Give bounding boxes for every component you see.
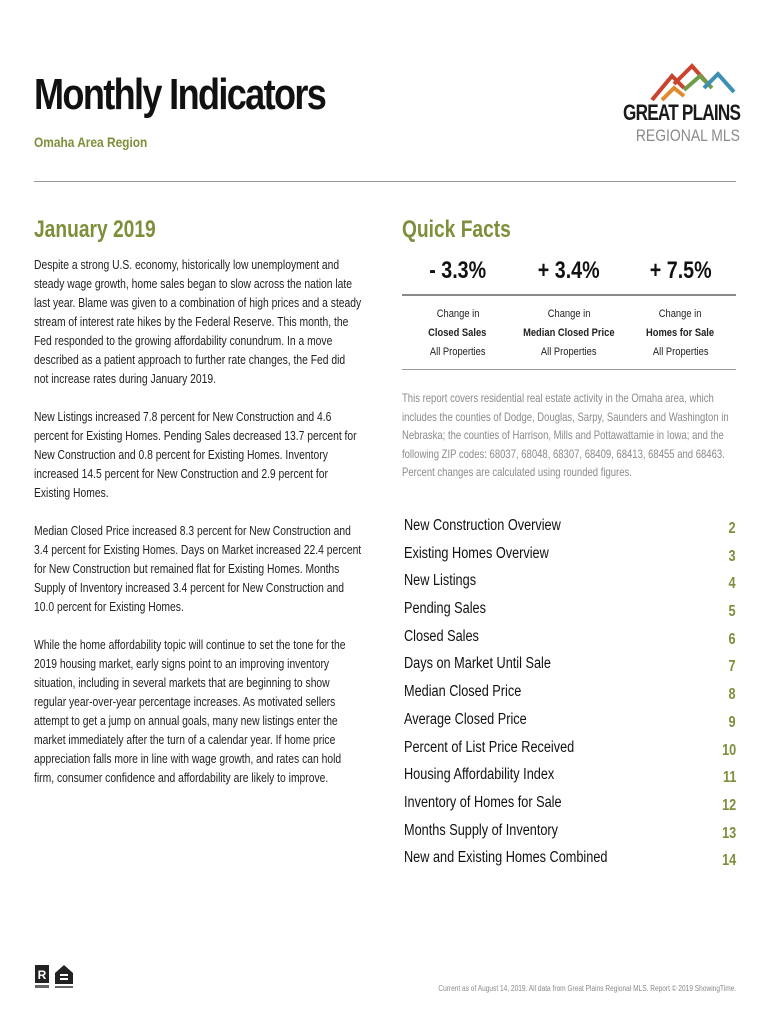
quick-fact-metric: Closed Sales [428, 327, 487, 339]
quick-fact-scope: All Properties [429, 346, 486, 358]
toc-item-page: 11 [722, 769, 736, 787]
toc-item[interactable] [404, 542, 736, 570]
quick-fact-label-group [625, 304, 736, 361]
footer-note: Current as of August 14, 2019. All data from Great Plains Regional MLS. Report © 2019 ShowingTime. [438, 984, 736, 993]
quick-fact-closed-sales [402, 254, 513, 288]
toc-item[interactable] [404, 625, 736, 653]
toc-item-label: Median Closed Price [404, 683, 522, 701]
toc-item-label: Percent of List Price Received [404, 738, 575, 756]
toc-item-page: 13 [721, 824, 736, 842]
great-plains-logo [620, 62, 740, 152]
quick-fact-homes-for-sale [625, 254, 736, 288]
toc-item-page: 8 [728, 686, 736, 704]
toc-item-label: New and Existing Homes Combined [404, 849, 608, 867]
toc-item-label: Months Supply of Inventory [404, 821, 559, 839]
quick-fact-metric: Homes for Sale [646, 327, 715, 339]
toc-item[interactable] [404, 791, 736, 819]
region-subtitle: Omaha Area Region [34, 134, 148, 150]
report-body [34, 256, 362, 807]
quick-fact-value: - 3.3% [429, 257, 487, 284]
toc-item-label: Days on Market Until Sale [404, 655, 551, 673]
quick-fact-label-group [513, 304, 624, 361]
toc-item-label: New Construction Overview [404, 517, 561, 534]
quick-facts-divider [402, 294, 736, 296]
toc-item-page: 5 [728, 603, 736, 621]
svg-text:R: R [37, 968, 47, 982]
logo-subtitle: REGIONAL MLS [635, 126, 740, 145]
toc-item-page: 10 [721, 741, 736, 759]
toc-item[interactable] [404, 736, 736, 764]
quick-fact-value: + 7.5% [649, 257, 712, 284]
toc-item-page: 12 [721, 796, 736, 814]
report-paragraph: Despite a strong U.S. economy, historically low unemployment and steady wage growth, home sales began to slow across the nation late last year. Blame was given to a combination of high prices and a steady stream of interest rate hikes by the Federal Reserve. This month, the Fed responded to the growing affordability conundrum. In a move described as a patient approach to further rate changes, the Fed did not increase rates during January 2019. [34, 258, 362, 386]
quick-facts-values [402, 254, 736, 288]
quick-fact-scope: All Properties [652, 346, 709, 358]
toc-item[interactable] [404, 680, 736, 708]
quick-fact-metric: Median Closed Price [523, 327, 615, 339]
toc-item-label: Existing Homes Overview [404, 544, 549, 562]
quick-fact-label: Change in [436, 308, 479, 320]
toc-item-page: 4 [728, 575, 736, 593]
toc-item-label: Inventory of Homes for Sale [404, 793, 562, 811]
quick-fact-label: Change in [547, 308, 591, 320]
report-paragraph: While the home affordability topic will continue to set the tone for the 2019 housing market, early signs point to an improving inventory situation, including in several markets that are beginning to show regular year-over-year percentage increases. As motivated sellers attempt to get a jump on annual goals, many new listings enter the market immediately after the turn of a calendar year. If home price appreciation falls more in line with wage growth, and rates can hold firm, consumer confidence and affordability are likely to improve. [34, 638, 346, 785]
toc-item[interactable] [404, 819, 736, 847]
toc-item-label: Closed Sales [404, 627, 479, 645]
toc-item-page: 14 [721, 852, 736, 870]
toc-item-label: Average Closed Price [404, 710, 527, 728]
logo-name: GREAT PLAINS [622, 100, 740, 125]
quick-fact-median-price [513, 254, 624, 288]
quick-facts-labels [402, 304, 736, 361]
page-title: Monthly Indicators [34, 70, 326, 119]
quick-facts-bottom-divider [402, 369, 736, 370]
toc-item[interactable] [404, 708, 736, 736]
toc-item-page: 2 [728, 520, 736, 537]
toc-item-label: Pending Sales [404, 600, 486, 618]
header-divider [34, 181, 736, 182]
toc-item-page: 6 [728, 630, 736, 648]
report-paragraph: New Listings increased 7.8 percent for New Construction and 4.6 percent for Existing Homes. Pending Sales decreased 13.7 percent for New Construction and 0.8 percent for Existing Homes. Inventory increased 14.5 percent for New Construction and 2.9 percent for Existing Homes. [34, 410, 357, 500]
quick-fact-value: + 3.4% [538, 257, 600, 284]
toc-item[interactable] [404, 514, 736, 542]
report-paragraph: Median Closed Price increased 8.3 percent for New Construction and 3.4 percent for Existing Homes. Days on Market increased 22.4 percent for New Construction but remained flat for Existing Homes. Months Supply of Inventory increased 3.4 percent for New Construction and 10.0 percent for Existing Homes. [34, 524, 362, 614]
toc-item[interactable] [404, 597, 736, 625]
quick-fact-scope: All Properties [541, 346, 597, 358]
quick-facts-panel [402, 254, 736, 370]
toc-item-page: 9 [728, 713, 736, 731]
coverage-note: This report covers residential real estate activity in the Omaha area, which includes the counties of Dodge, Douglas, Sarpy, Saunders and Washington in Nebraska; the counties of Harrison, Mills and Pottawattamie in Iowa; and the following ZIP codes: 68037, 68048, 68307, 68409, 68413, 68455 and 68463. Percent changes are calculated using rounded figures. [402, 392, 729, 479]
toc-item[interactable] [404, 763, 736, 791]
toc-item[interactable] [404, 846, 736, 874]
toc-item-label: Housing Affordability Index [404, 766, 555, 784]
footer-badges [34, 964, 74, 994]
equal-housing-icon [54, 964, 74, 990]
report-month-heading: January 2019 [34, 216, 156, 243]
toc-item-page: 7 [728, 658, 736, 676]
quick-facts-heading: Quick Facts [402, 216, 511, 243]
quick-fact-label-group [402, 304, 513, 361]
quick-fact-label: Change in [658, 308, 702, 320]
toc-item[interactable] [404, 652, 736, 680]
toc-item-label: New Listings [404, 572, 477, 590]
table-of-contents [404, 514, 736, 874]
mountains-logo-icon [648, 62, 738, 102]
realtor-icon [34, 964, 50, 990]
toc-item[interactable] [404, 569, 736, 597]
toc-item-page: 3 [728, 547, 736, 565]
